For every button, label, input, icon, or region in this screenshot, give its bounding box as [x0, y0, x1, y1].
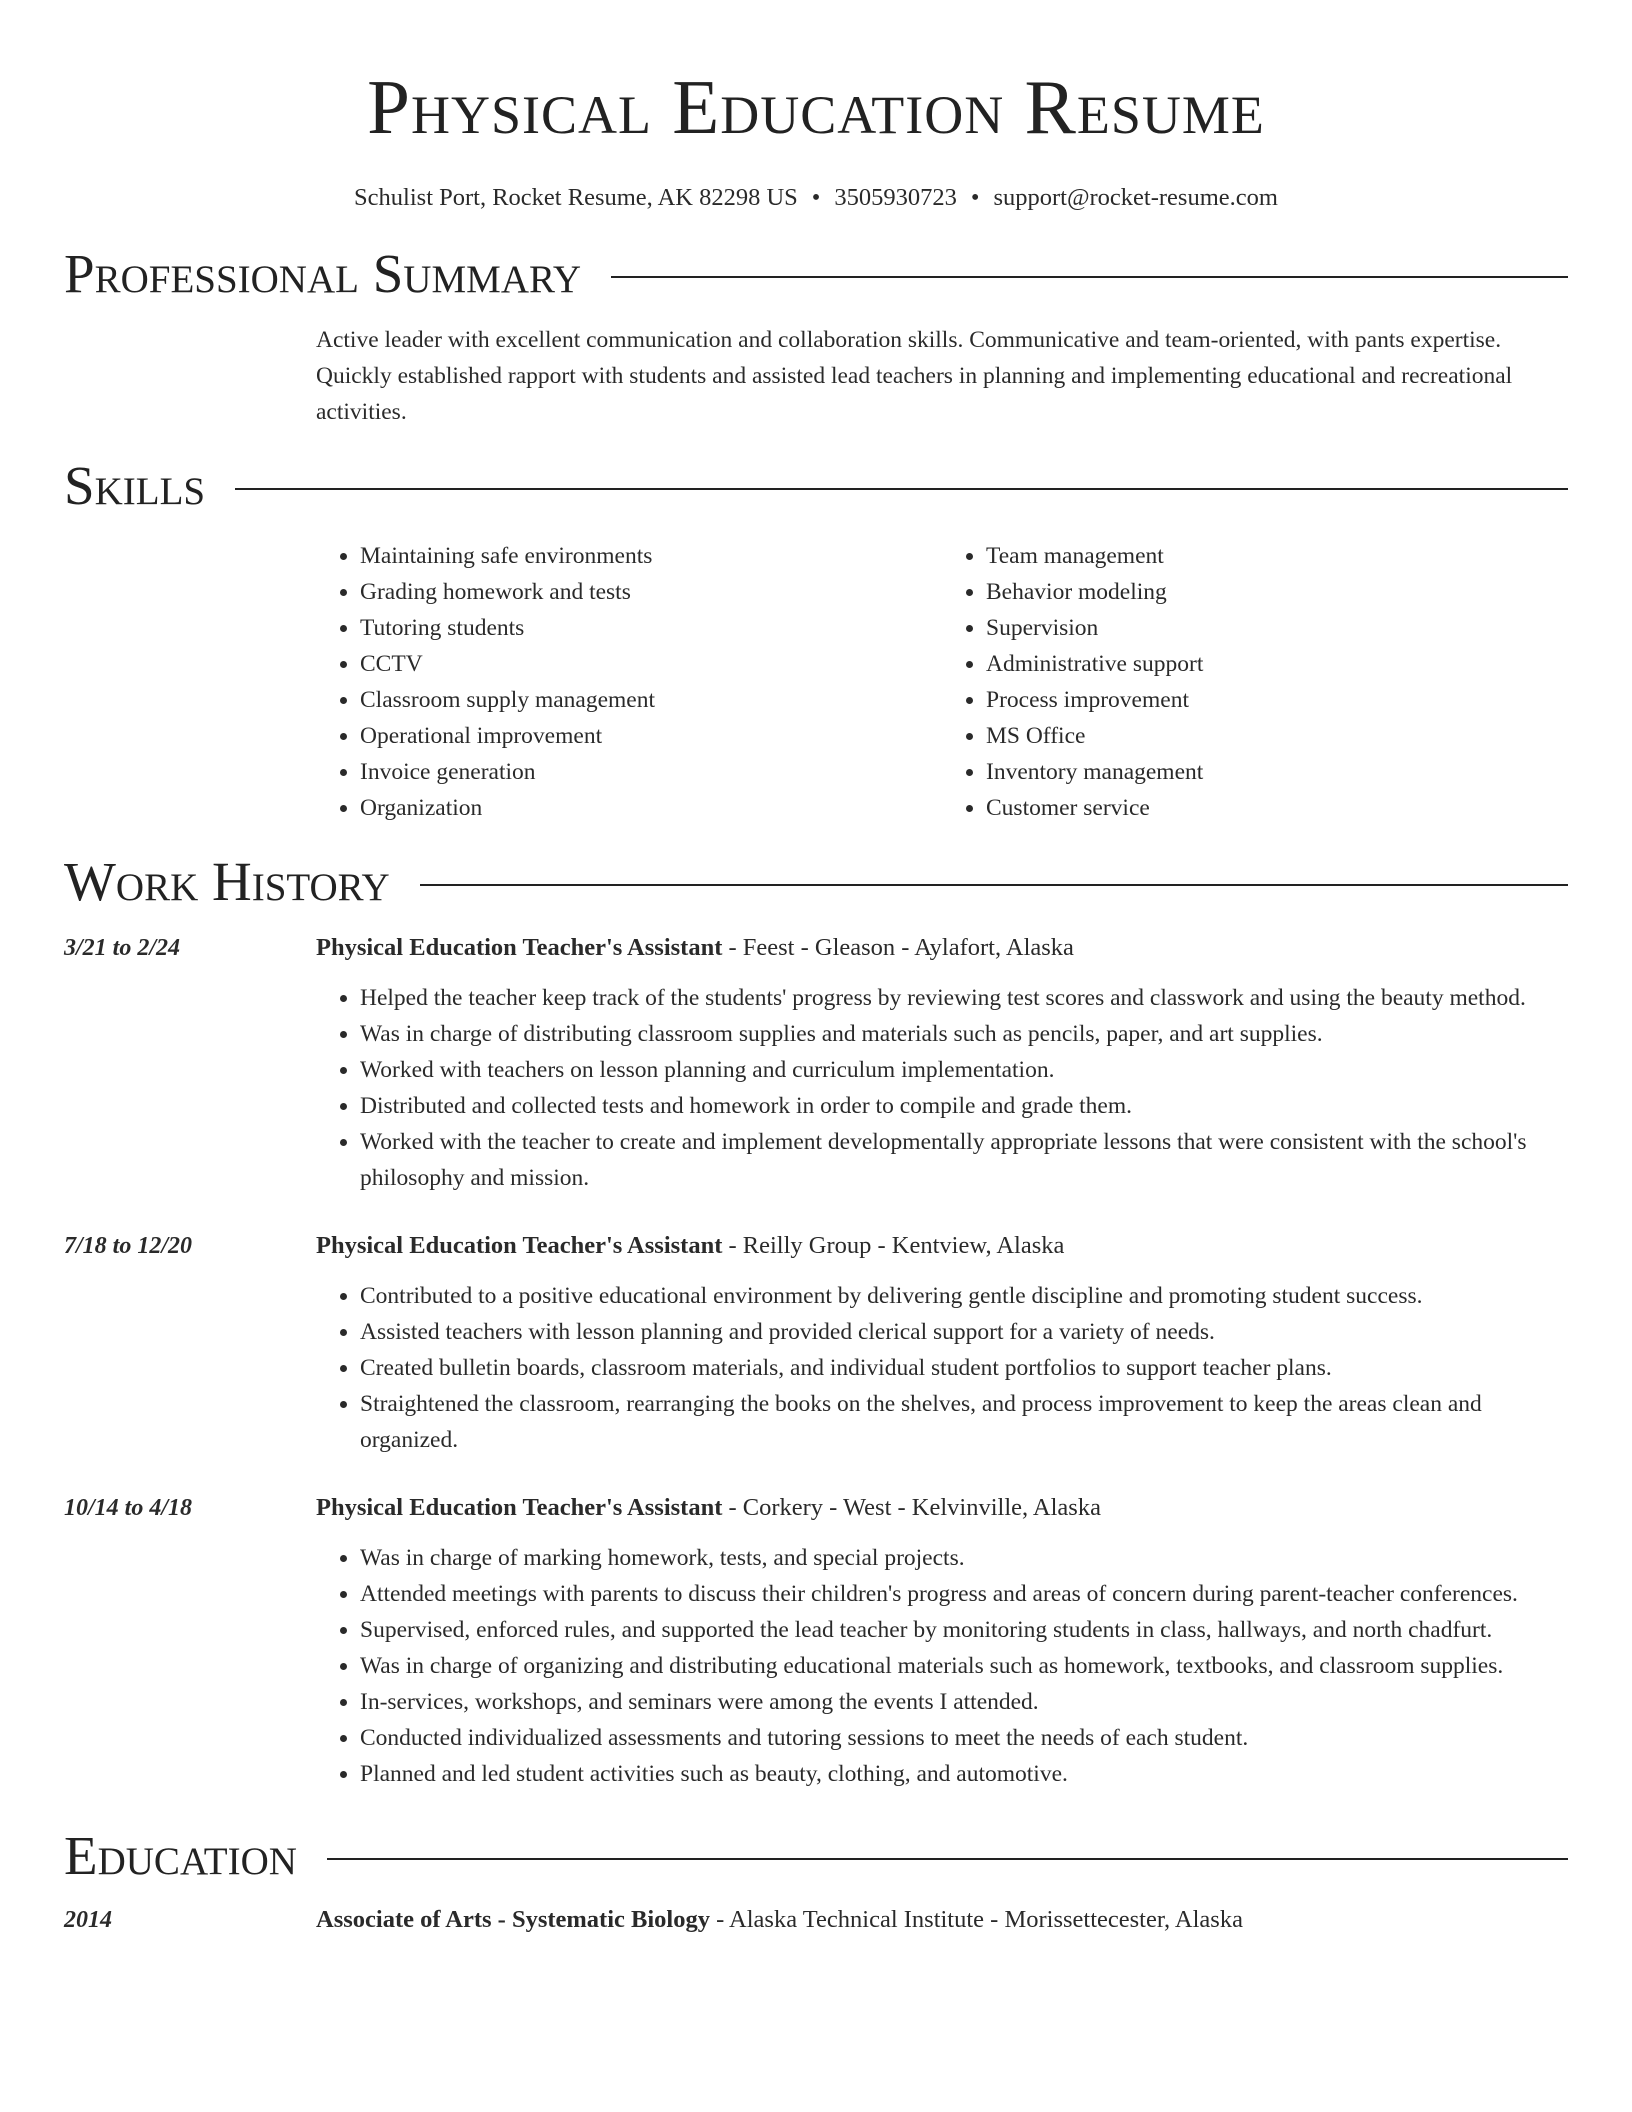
work-history-heading	[64, 850, 1568, 914]
job-bullet: • Created bulletin boards, classroom materials, and individual student portfolios to support teacher plans.	[360, 1350, 1568, 1386]
resume-title: Physical Education Resume	[367, 64, 1265, 150]
job-bullet: • Worked with the teacher to create and implement developmentally appropriate lessons that were consistent with the school's philosophy and mission.	[360, 1124, 1568, 1196]
job-title-line	[316, 930, 1074, 966]
job-bullet: • Was in charge of distributing classroom supplies and materials such as pencils, paper, and art supplies.	[360, 1016, 1568, 1052]
contact-address: Schulist Port, Rocket Resume, AK 82298 US	[354, 184, 798, 211]
job-bullet: • Was in charge of marking homework, tests, and special projects.	[360, 1540, 1568, 1576]
skill-item: • Invoice generation	[360, 754, 942, 790]
contact-separator: •	[811, 184, 821, 211]
job-bullet: • Supervised, enforced rules, and supported the lead teacher by monitoring students in class, hallways, and north chadfurt.	[360, 1612, 1568, 1648]
job-entry	[64, 1228, 1568, 1458]
job-bullet: • In-services, workshops, and seminars were among the events I attended.	[360, 1684, 1568, 1720]
skill-item: • Administrative support	[986, 646, 1568, 682]
job-title-line	[316, 1490, 1101, 1526]
skill-item: • Inventory management	[986, 754, 1568, 790]
job-bullet: • Conducted individualized assessments and tutoring sessions to meet the needs of each student.	[360, 1720, 1568, 1756]
skill-item: • MS Office	[986, 718, 1568, 754]
education-school: - Alaska Technical Institute - Morissettecester, Alaska	[709, 1906, 1243, 1933]
skill-item: • Tutoring students	[360, 610, 942, 646]
skill-item: • Customer service	[986, 790, 1568, 826]
education-title-line	[316, 1902, 1243, 1938]
skill-item: • Process improvement	[986, 682, 1568, 718]
summary-section	[64, 242, 1568, 430]
section-title: Work History	[64, 851, 390, 912]
job-bullet: • Planned and led student activities such as beauty, clothing, and automotive.	[360, 1756, 1568, 1792]
education-entry	[64, 1902, 1568, 1938]
job-dates: 10/14 to 4/18	[64, 1495, 193, 1521]
job-bullet: • Contributed to a positive educational environment by delivering gentle discipline and promoting student success.	[360, 1278, 1568, 1314]
job-title-line	[316, 1228, 1064, 1264]
skill-item: • Behavior modeling	[986, 574, 1568, 610]
resume-header	[64, 62, 1568, 214]
education-date: 2014	[64, 1907, 112, 1933]
skill-item: • Classroom supply management	[360, 682, 942, 718]
contact-email: support@rocket-resume.com	[993, 184, 1278, 211]
section-title: Education	[64, 1825, 297, 1886]
job-bullet: • Distributed and collected tests and homework in order to compile and grade them.	[360, 1088, 1568, 1124]
job-bullets	[64, 1540, 1568, 1792]
skill-item: • Operational improvement	[360, 718, 942, 754]
skills-heading	[64, 454, 1568, 518]
job-bullet: • Attended meetings with parents to discuss their children's progress and areas of concern during parent-teacher conferences.	[360, 1576, 1568, 1612]
section-divider	[420, 884, 1568, 886]
education-heading	[64, 1824, 1568, 1888]
skills-grid	[64, 538, 1568, 826]
skills-list-right	[942, 538, 1568, 826]
job-header	[64, 1490, 1568, 1526]
job-bullets	[64, 980, 1568, 1196]
skill-item: • Grading homework and tests	[360, 574, 942, 610]
job-header	[64, 930, 1568, 966]
job-bullet: • Assisted teachers with lesson planning and provided clerical support for a variety of needs.	[360, 1314, 1568, 1350]
job-bullet: • Helped the teacher keep track of the students' progress by reviewing test scores and classwork and using the beauty method.	[360, 980, 1568, 1016]
job-dates: 7/18 to 12/20	[64, 1233, 193, 1259]
contact-phone: 3505930723	[834, 184, 957, 211]
job-dates: 3/21 to 2/24	[64, 935, 181, 961]
summary-text: Active leader with excellent communication and collaboration skills. Communicative and team-oriented, with pants expertise. Quickly established rapport with students and assisted lead teachers in planning and implementing educational and recreational activities.	[316, 327, 1513, 425]
job-bullets	[64, 1278, 1568, 1458]
summary-heading	[64, 242, 1568, 306]
section-divider	[611, 276, 1568, 278]
section-divider	[327, 1858, 1568, 1860]
skill-item: • Supervision	[986, 610, 1568, 646]
job-header	[64, 1228, 1568, 1264]
skills-list-left	[316, 538, 942, 826]
job-bullet: • Was in charge of organizing and distributing educational materials such as homework, textbooks, and classroom supplies.	[360, 1648, 1568, 1684]
contact-separator: •	[970, 184, 980, 211]
job-employer: - Feest - Gleason - Aylafort, Alaska	[722, 934, 1074, 961]
summary-body	[64, 322, 1568, 430]
skill-item: • Maintaining safe environments	[360, 538, 942, 574]
contact-line	[64, 182, 1568, 214]
job-role: Physical Education Teacher's Assistant	[316, 934, 723, 961]
section-title: Professional Summary	[64, 243, 582, 304]
section-title: Skills	[64, 455, 206, 516]
skills-section	[64, 454, 1568, 826]
job-employer: - Corkery - West - Kelvinville, Alaska	[722, 1494, 1101, 1521]
job-bullet: • Straightened the classroom, rearranging the books on the shelves, and process improvement to keep the areas clean and organized.	[360, 1386, 1568, 1458]
skill-item: • Organization	[360, 790, 942, 826]
job-bullet: • Worked with teachers on lesson planning and curriculum implementation.	[360, 1052, 1568, 1088]
job-entry	[64, 930, 1568, 1196]
section-divider	[235, 488, 1568, 490]
work-history-section	[64, 850, 1568, 1792]
education-degree: Associate of Arts - Systematic Biology	[316, 1906, 710, 1933]
job-role: Physical Education Teacher's Assistant	[316, 1232, 723, 1259]
job-employer: - Reilly Group - Kentview, Alaska	[722, 1232, 1065, 1259]
skill-item: • Team management	[986, 538, 1568, 574]
job-role: Physical Education Teacher's Assistant	[316, 1494, 723, 1521]
job-entry	[64, 1490, 1568, 1792]
education-section	[64, 1824, 1568, 1938]
skill-item: • CCTV	[360, 646, 942, 682]
